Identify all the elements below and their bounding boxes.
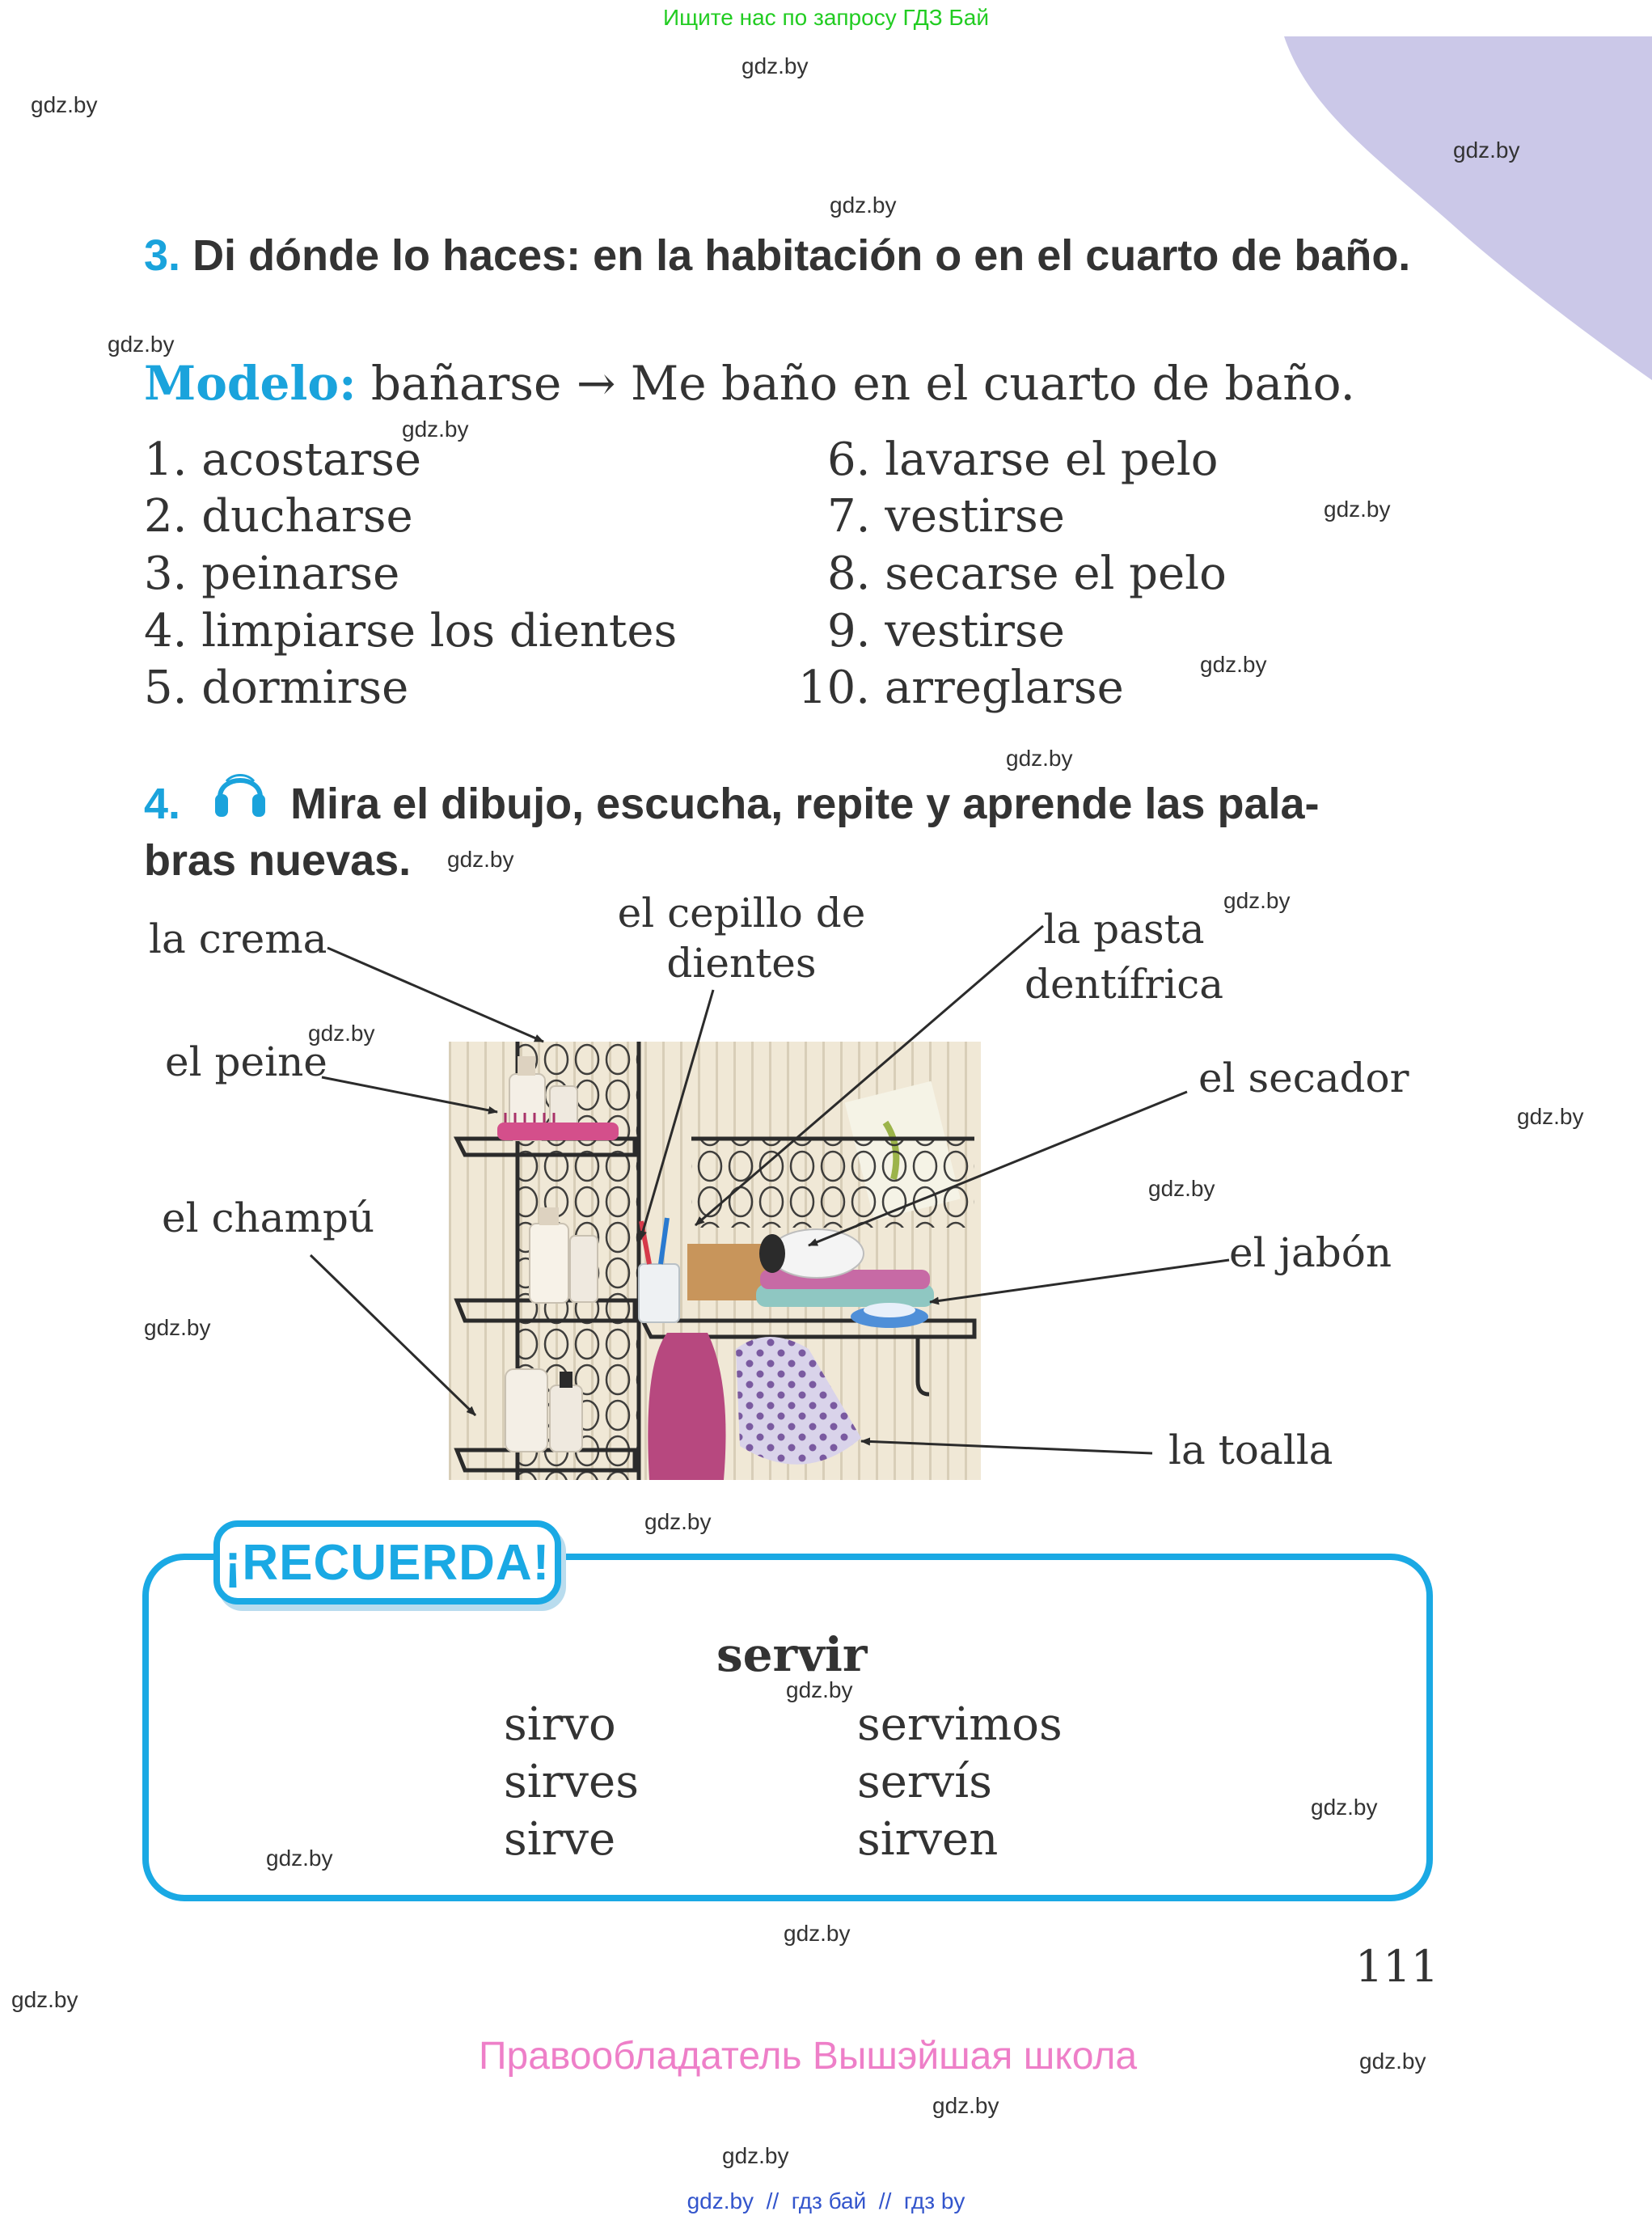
list-item: 7. vestirse [827,490,1065,543]
watermark: gdz.by [786,1677,853,1702]
watermark: gdz.by [266,1846,333,1871]
modelo-text: bañarse → Me baño en el cuarto de baño. [370,356,1355,411]
watermark: gdz.by [108,332,175,357]
watermark: gdz.by [11,1987,78,2012]
conjugation-form: servimos [857,1698,1063,1751]
copyright-notice: Правообладатель Вышэйшая школа [479,2035,1138,2078]
footer-links[interactable]: gdz.by // гдз бай // гдз by [687,2188,965,2213]
label-jabon: el jabón [1229,1229,1392,1276]
label-peine: el peine [165,1038,327,1085]
list-item: 9. vestirse [827,605,1065,657]
list-item: 1. acostarse [144,433,421,486]
modelo-label: Modelo: [144,356,357,411]
label-secador: el secador [1198,1055,1409,1101]
watermark: gdz.by [1006,746,1073,771]
watermark: gdz.by [784,1921,851,1946]
conjugation-form: sirve [504,1813,616,1866]
watermark: gdz.by [1453,137,1520,163]
watermark: gdz.by [830,192,897,218]
exercise-3-number: 3. [144,231,181,280]
label-toalla: la toalla [1168,1427,1333,1474]
list-item: 6. lavarse el pelo [827,433,1219,486]
recuerda-box [142,1554,1433,1901]
top-banner[interactable]: Ищите нас по запросу ГДЗ Бай [662,5,990,30]
watermark: gdz.by [31,92,98,117]
watermark: gdz.by [144,1315,211,1340]
watermark: gdz.by [932,2093,999,2118]
conjugation-form: sirvo [504,1698,616,1751]
exercise-3-instruction: Di dónde lo haces: en la habitación o en el cuarto de baño. [192,231,1411,280]
watermark: gdz.by [1223,888,1291,913]
conjugation-verb: servir [716,1627,868,1682]
watermark: gdz.by [1200,652,1267,677]
list-item: 2. ducharse [144,490,413,543]
conjugation-form: servís [857,1756,992,1808]
watermark: gdz.by [1148,1176,1215,1201]
watermark: gdz.by [644,1509,712,1534]
list-item: 5. dormirse [144,662,409,714]
label-pasta: la pasta dentífrica [1024,906,1224,1008]
watermark: gdz.by [1311,1795,1378,1820]
watermark: gdz.by [1324,497,1391,522]
list-item: 10. arreglarse [798,662,1124,714]
exercise-4-instruction-line1: Mira el dibujo, escucha, repite y aprende las pala- [290,780,1320,828]
conjugation-form: sirven [857,1813,999,1866]
page-number: 111 [1355,1941,1439,1992]
recuerda-badge: ¡RECUERDA! [213,1520,561,1605]
watermark: gdz.by [722,2143,789,2168]
watermark: gdz.by [1359,2049,1426,2074]
label-champu: el champú [162,1194,375,1241]
label-cepillo: el cepillo de dientes [617,890,866,987]
exercise-4-number: 4. [144,780,181,828]
watermark: gdz.by [741,53,809,78]
watermark: gdz.by [1517,1104,1584,1129]
watermark: gdz.by [308,1021,375,1046]
watermark: gdz.by [447,847,514,872]
list-item: 3. peinarse [144,548,400,600]
exercise-4-instruction-line2: bras nuevas. [144,836,412,885]
watermark: gdz.by [402,416,469,442]
list-item: 4. limpiarse los dientes [144,605,678,657]
conjugation-form: sirves [504,1756,639,1808]
label-crema: la crema [149,915,327,962]
list-item: 8. secarse el pelo [827,548,1227,600]
